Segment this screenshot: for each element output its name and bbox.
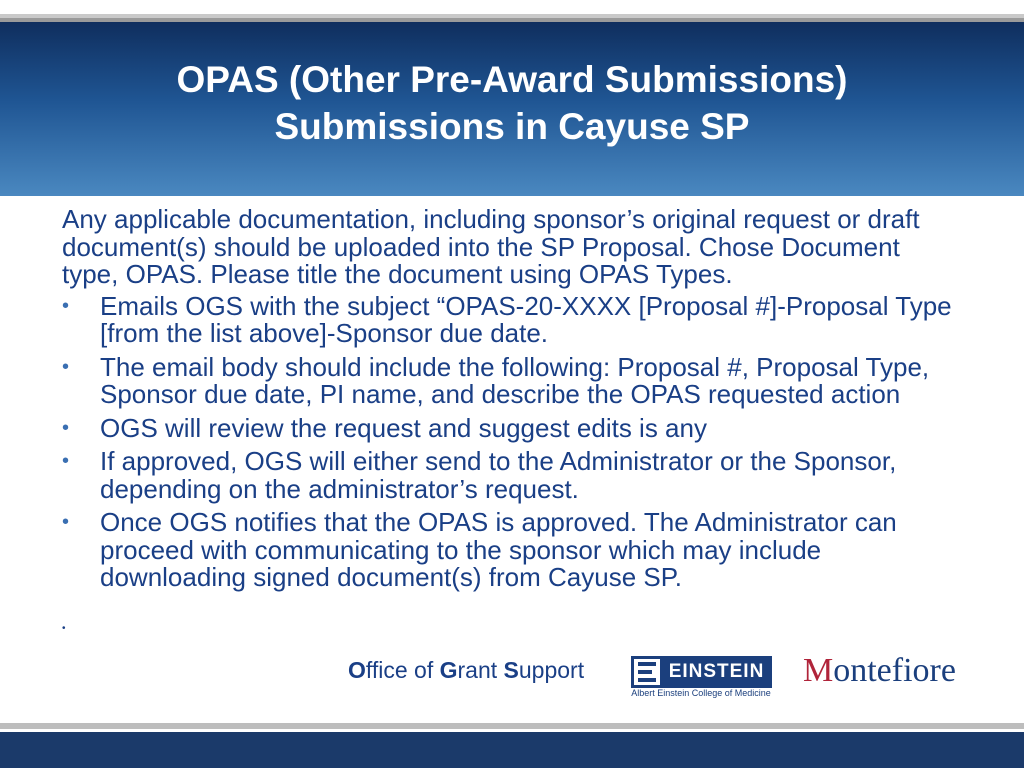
footer-band — [0, 732, 1024, 768]
list-item — [62, 412, 962, 443]
bottom-rule — [0, 723, 1024, 729]
office-rest: ffice of — [365, 657, 440, 683]
bullet-icon: • — [62, 416, 70, 439]
support-initial: S — [503, 657, 519, 683]
list-item-text: OGS will review the request and suggest edits is any — [100, 412, 707, 443]
bullet-icon: • — [62, 450, 70, 472]
bullet-icon: • — [62, 511, 70, 533]
montefiore-rest: ontefiore — [833, 652, 956, 689]
list-item-text: The email body should include the following: Proposal #, Proposal Type, Sponsor due date, PI name, and describe the OPAS requested action — [100, 351, 930, 409]
list-item-text: Once OGS notifies that the OPAS is approved. The Administrator can proceed with communicating to the sponsor which may include downloading signed document(s) from Cayuse SP. — [100, 507, 897, 592]
montefiore-initial: M — [803, 652, 834, 689]
einstein-subtitle: Albert Einstein College of Medicine — [631, 688, 771, 698]
list-item — [62, 509, 962, 592]
einstein-emblem-icon — [634, 659, 660, 685]
list-item-text: Emails OGS with the subject “OPAS-20-XXXX [Proposal #]-Proposal Type [from the list above]-Sponsor due date. — [100, 290, 952, 348]
slide-title-line-1: OPAS (Other Pre-Award Submissions) — [176, 59, 848, 100]
intro-paragraph: Any applicable documentation, including sponsor’s original request or draft document(s) should be uploaded into the SP Proposal. Chose Document type, OPAS. Please title the document using OPAS Types. — [62, 204, 920, 289]
bullet-icon: • — [62, 294, 70, 317]
support-rest: upport — [518, 657, 585, 683]
bullet-icon: • — [62, 355, 70, 378]
list-item — [62, 290, 962, 348]
bullet-list — [62, 290, 962, 592]
slide-body — [62, 206, 962, 598]
einstein-wordmark: EINSTEIN — [668, 661, 765, 682]
list-item — [62, 448, 962, 503]
einstein-logo — [631, 656, 771, 700]
office-of-grant-support-label — [348, 656, 584, 684]
montefiore-logo — [803, 651, 956, 691]
einstein-logo-box — [631, 656, 772, 688]
list-item-text: If approved, OGS will either send to the Administrator or the Sponsor, depending on the administrator’s request. — [100, 446, 897, 504]
office-initial: O — [348, 657, 366, 683]
grant-initial: G — [439, 657, 458, 683]
grant-rest: rant — [457, 657, 504, 683]
slide-title-line-2: Submissions in Cayuse SP — [274, 106, 750, 147]
slide-title — [0, 56, 1024, 150]
stray-bullet-mark: • — [62, 623, 66, 634]
list-item — [62, 351, 962, 409]
